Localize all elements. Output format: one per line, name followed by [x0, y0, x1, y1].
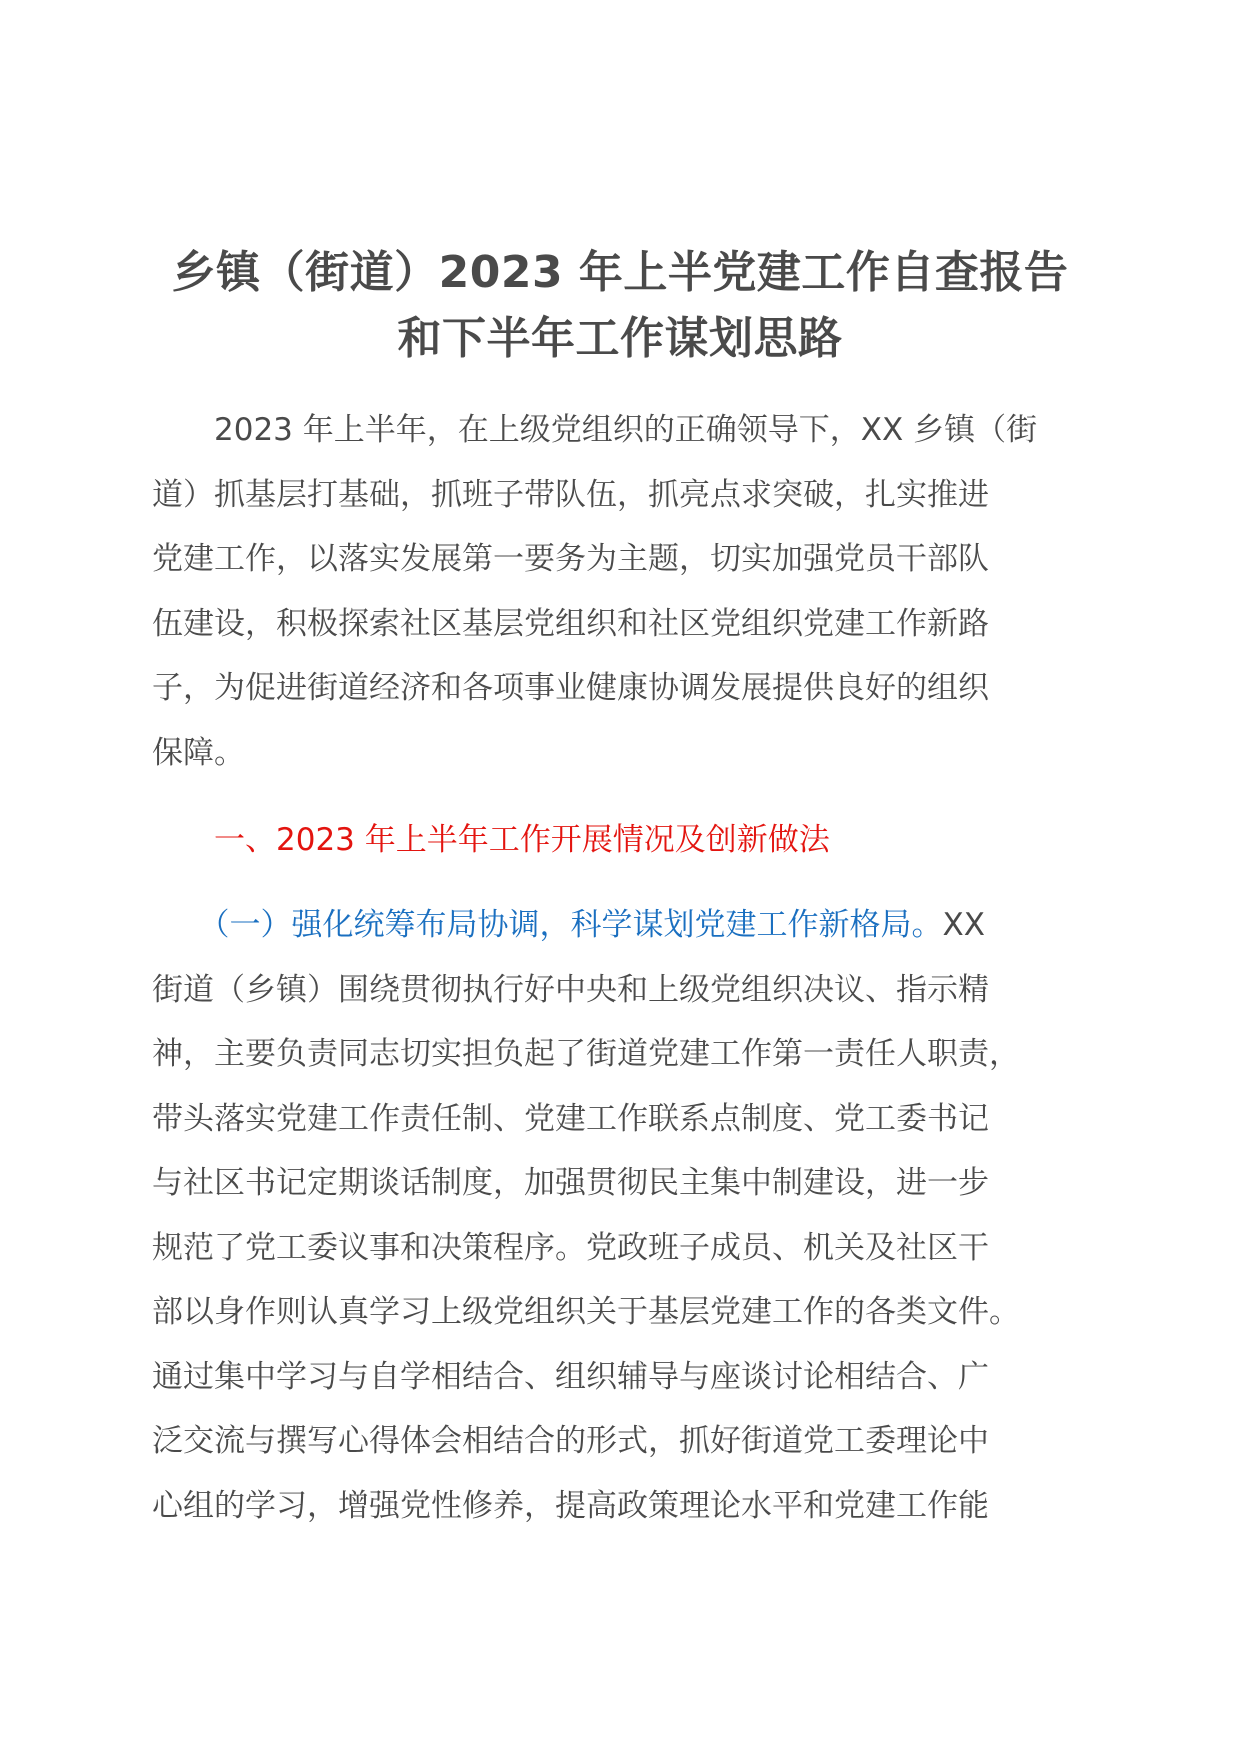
- subsection-first-line-rest: XX: [942, 907, 985, 943]
- paragraph-line: 心组的学习，增强党性修养，提高政策理论水平和党建工作能: [152, 1487, 989, 1524]
- subsection-first-line: [152, 893, 1092, 958]
- paragraph-line: 带头落实党建工作责任制、党建工作联系点制度、党工委书记: [152, 1100, 989, 1137]
- intro-line: 伍建设，积极探索社区基层党组织和社区党组织党建工作新路: [152, 605, 989, 642]
- intro-paragraph: [152, 398, 1092, 785]
- paragraph-line: 泛交流与撰写心得体会相结合的形式，抓好街道党工委理论中: [152, 1423, 989, 1459]
- paragraph-line: 街道（乡镇）围绕贯彻执行好中央和上级党组织决议、指示精: [152, 971, 989, 1008]
- paragraph-line: 部以身作则认真学习上级党组织关于基层党建工作的各类文件。: [152, 1294, 1020, 1330]
- title-line-1: 乡镇（街道）2023 年上半党建工作自查报告: [171, 247, 1069, 298]
- document-title: [150, 240, 1090, 372]
- paragraph-line: 通过集中学习与自学相结合、组织辅导与座谈讨论相结合、广: [152, 1358, 989, 1395]
- section-heading-1: 一、2023 年上半年工作开展情况及创新做法: [152, 822, 830, 858]
- intro-line: 党建工作，以落实发展第一要务为主题，切实加强党员干部队: [152, 541, 989, 577]
- paragraph-line: 与社区书记定期谈话制度，加强贯彻民主集中制建设，进一步: [152, 1165, 989, 1201]
- subsection-paragraph-1: [152, 893, 1092, 1538]
- title-line-2: 和下半年工作谋划思路: [397, 313, 843, 364]
- intro-line: 道）抓基层打基础，抓班子带队伍，抓亮点求突破，扎实推进: [152, 476, 989, 513]
- intro-line: 子，为促进街道经济和各项事业健康协调发展提供良好的组织: [152, 670, 989, 706]
- paragraph-line: 规范了党工委议事和决策程序。党政班子成员、机关及社区干: [152, 1229, 989, 1266]
- subsection-heading: （一）强化统筹布局协调，科学谋划党建工作新格局。: [152, 907, 943, 943]
- intro-line: 2023 年上半年，在上级党组织的正确领导下，XX 乡镇（街: [152, 412, 1038, 448]
- intro-line: 保障。: [152, 734, 245, 771]
- paragraph-line: 神，主要负责同志切实担负起了街道党建工作第一责任人职责，: [152, 1036, 1020, 1072]
